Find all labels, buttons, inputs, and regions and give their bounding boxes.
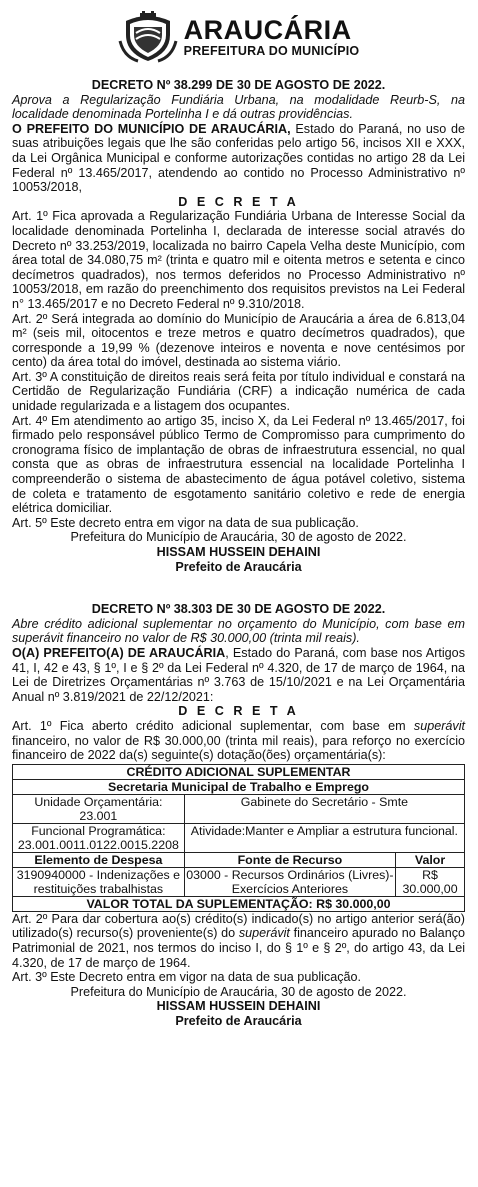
decree-summary: Aprova a Regularização Fundiária Urbana, na modalidade Reurb-S, na localidade denominada Portelinha I e dá outras providências. — [12, 92, 465, 122]
article-1-text-a: Art. 1º Fica aberto crédito adicional suplementar, com base em — [12, 718, 414, 733]
decreta-heading: D E C R E T A — [178, 704, 299, 719]
article-2 — [12, 912, 465, 970]
preamble-text: Estado do Paraná, no uso de suas atribuições legais que lhe são conferidas pelo artigo 56, incisos XII e XXX, da Lei Orgânica Municipal e conforme autorizações contidas no artigo 28 da Lei Federal nº 13.465/2017, atendendo ao contido no Processo Administrativo nº 10053/2018, — [12, 121, 465, 195]
table-total: VALOR TOTAL DA SUPLEMENTAÇÃO: R$ 30.000,00 — [13, 896, 465, 911]
article-2: Art. 2º Será integrada ao domínio do Município de Araucária a área de 6.813,04 m² (seis mil, oitocentos e treze metros e quatro decímetros quadrados), que corresponde a 19,99 % (dezenove inteiros e noventa e nove centésimos por cento) da área total do imóvel, destinada ao sistema viário. — [12, 311, 465, 370]
article-2-text-a: Art. 2º Para dar cobertura ao(s) crédito(s) indicado(s) no artigo anterior será(ão) utilizado(s) recurso(s) proveniente(s) do — [12, 911, 465, 941]
table-secretaria: Secretaria Municipal de Trabalho e Emprego — [13, 779, 465, 794]
col-elemento: Elemento de Despesa — [13, 852, 185, 867]
article-4: Art. 4º Em atendimento ao artigo 35, inciso X, da Lei Federal nº 13.465/2017, foi firmado pelo responsável público Termo de Compromisso para cumprimento do cronograma físico de implantação de obras de infraestrutura essencial, no qual consta que as obras de infraestrutura essencial na localidade Portelinha I compreenderão o sistema de abastecimento de água potável coletivo, sistema de coleta e tratamento de esgotamento sanitário coletivo e rede de energia elétrica domiciliar. — [12, 413, 465, 516]
funcional-label: Funcional Programática: 23.001.0011.0122.0015.2208 — [13, 823, 185, 852]
masthead — [12, 0, 465, 68]
brand-block — [183, 14, 360, 58]
preamble-authority: O PREFEITO DO MUNICÍPIO DE ARAUCÁRIA, — [12, 121, 291, 136]
brand-name: ARAUCÁRIA — [183, 14, 352, 45]
decree-preamble — [12, 646, 465, 704]
article-1: Art. 1º Fica aprovada a Regularização Fundiária Urbana de Interesse Social da localidade denominada Portelinha I, declarada de interesse social através do Decreto nº 33.253/2019, localizada no bairro Capela Velha deste Município, com área total de 34.080,75 m² (trinta e quatro mil e oitenta metros e setenta e cinco decímetros quadrados), nos termos deferidos no Processo Administrativo nº 10053/2018, em razão do preenchimento dos requisitos previstos na Lei Federal n° 13.465/2017 e no Decreto Federal nº 9.310/2018. — [12, 209, 465, 311]
signer-name: HISSAM HUSSEIN DEHAINI — [156, 999, 321, 1014]
signer-role: Prefeito de Araucária — [175, 559, 302, 574]
decree-38299 — [12, 78, 465, 574]
col-valor: Valor — [396, 852, 465, 867]
place-date: Prefeitura do Município de Araucária, 30 de agosto de 2022. — [70, 530, 407, 545]
municipal-coat-of-arms-icon — [118, 11, 178, 63]
decree-summary: Abre crédito adicional suplementar no orçamento do Município, com base em superávit financeiro no valor de R$ 30.000,00 (trinta mil reais). — [12, 616, 465, 646]
unidade-value: Gabinete do Secretário - Smte — [184, 794, 464, 823]
decree-38303 — [12, 602, 465, 1028]
decreta-heading: D E C R E T A — [178, 194, 299, 209]
article-3: Art. 3º Este Decreto entra em vigor na data de sua publicação. — [12, 970, 362, 985]
decree-title: DECRETO Nº 38.299 DE 30 DE AGOSTO DE 2022. — [91, 78, 386, 92]
funcional-value: Atividade:Manter e Ampliar a estrutura funcional. — [184, 823, 464, 852]
article-3: Art. 3º A constituição de direitos reais será feita por título individual e constará na Certidão de Regularização Fundiária (CRF) a indicação numérica de cada unidade regularizada e a listagem dos ocupantes. — [12, 369, 465, 414]
row-valor: R$ 30.000,00 — [396, 867, 465, 896]
place-date: Prefeitura do Município de Araucária, 30 de agosto de 2022. — [70, 984, 407, 999]
article-5: Art. 5º Este decreto entra em vigor na data de sua publicação. — [12, 515, 359, 530]
preamble-authority: O(A) PREFEITO(A) DE ARAUCÁRIA — [12, 645, 226, 660]
table-heading: CRÉDITO ADICIONAL SUPLEMENTAR — [13, 764, 465, 779]
signer-role: Prefeito de Araucária — [175, 1013, 302, 1028]
decree-preamble — [12, 122, 465, 195]
article-2-italic: superávit — [238, 926, 290, 941]
unidade-label: Unidade Orçamentária: 23.001 — [13, 794, 185, 823]
article-1-text-b: financeiro, no valor de R$ 30.000,00 (trinta mil reais), para reforço no exercício financeiro de 2022 da(s) seguinte(s) dotação(ões) orçamentária(s): — [12, 733, 465, 763]
article-1 — [12, 719, 465, 763]
row-elemento: 3190940000 - Indenizações e restituições trabalhistas — [13, 867, 185, 896]
credit-table — [12, 764, 465, 912]
article-1-italic: superávit — [413, 718, 465, 733]
row-fonte: 03000 - Recursos Ordinários (Livres)- Exercícios Anteriores — [184, 867, 395, 896]
preamble-text: , Estado do Paraná, com base nos Artigos 41, I, 42 e 43, § 1º, I e § 2º da Lei Federal nº 4.320, de 17 de março de 1964, na Lei de Diretrizes Orçamentárias nº 3.763 de 15/10/2021 e na Lei Orçamentária Anual nº 3.819/2021 de 22/12/2021: — [12, 645, 465, 704]
signer-name: HISSAM HUSSEIN DEHAINI — [156, 545, 321, 559]
col-fonte: Fonte de Recurso — [184, 852, 395, 867]
decree-title: DECRETO Nº 38.303 DE 30 DE AGOSTO DE 2022. — [91, 602, 386, 617]
brand-subtitle: PREFEITURA DO MUNICÍPIO — [183, 43, 360, 58]
article-2-text-b: financeiro apurado no Balanço Patrimonial de 2021, nos termos do inciso I, do § 1º e § 2º, do artigo 43, da Lei 4.320, de 17 de março de 1964. — [12, 926, 465, 970]
